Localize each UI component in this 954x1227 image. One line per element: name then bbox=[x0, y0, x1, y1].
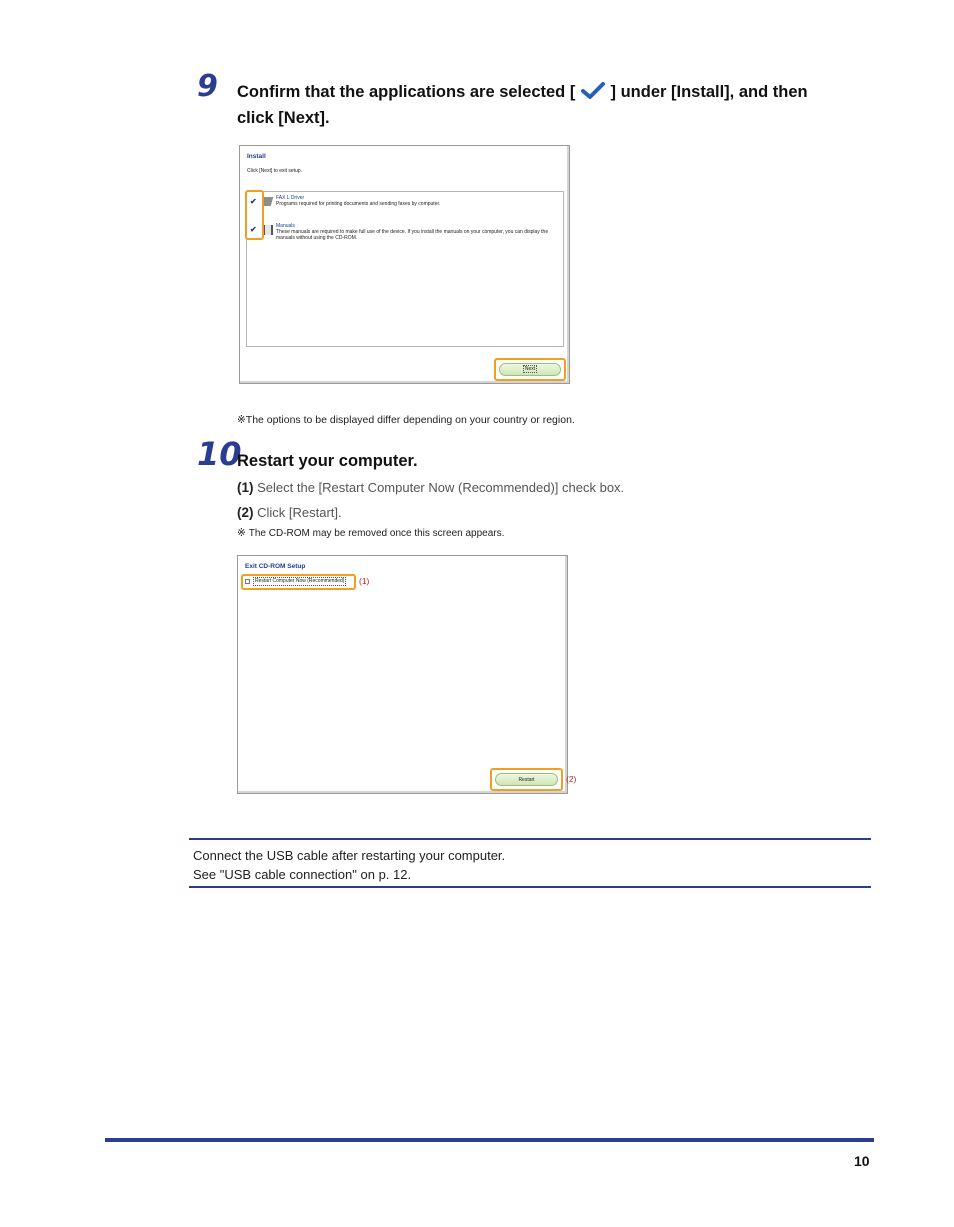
fax-driver-name: FAX L Driver bbox=[276, 195, 305, 201]
restart-button-label: Restart bbox=[518, 777, 535, 783]
manuals-checkmark-icon[interactable]: ✔ bbox=[250, 225, 257, 234]
step-9-title-line2: click [Next]. bbox=[237, 109, 330, 127]
manuals-book-icon bbox=[263, 225, 273, 235]
page-number: 10 bbox=[854, 1153, 870, 1169]
exit-setup-heading: Exit CD-ROM Setup bbox=[245, 563, 306, 570]
step-10-sub-1 bbox=[237, 480, 624, 495]
step-10-number: 10 bbox=[197, 435, 242, 473]
checkmarks-highlight bbox=[245, 190, 264, 240]
restart-checkbox-label[interactable]: Restart Computer Now (Recommended) bbox=[255, 578, 345, 584]
fax-driver-checkmark-icon[interactable]: ✔ bbox=[250, 197, 257, 206]
footer-rule bbox=[105, 1138, 874, 1142]
note-mark: ※ bbox=[237, 527, 246, 539]
sub-2-number: (2) bbox=[237, 505, 254, 520]
fax-driver-description: Programs required for printing documents and sending faxes by computer. bbox=[276, 201, 441, 207]
manuals-description-line2: manuals without using the CD-ROM. bbox=[276, 235, 358, 241]
restart-checkbox[interactable] bbox=[245, 579, 250, 584]
step-9-title bbox=[237, 79, 877, 131]
restart-button[interactable] bbox=[495, 773, 558, 786]
next-button[interactable] bbox=[499, 363, 561, 376]
install-heading: Install bbox=[247, 153, 266, 160]
step-10-note bbox=[237, 527, 504, 539]
install-instruction: Click [Next] to exit setup. bbox=[247, 168, 303, 174]
step-9-title-part2: ] under [Install], and then bbox=[610, 83, 808, 101]
step-10-title: Restart your computer. bbox=[237, 452, 418, 470]
step-10-sub-2 bbox=[237, 505, 342, 520]
step-9-note: ※The options to be displayed differ depending on your country or region. bbox=[237, 414, 575, 426]
step-9-title-part1: Confirm that the applications are selected [ bbox=[237, 83, 576, 101]
manuals-description-line1: These manuals are required to make full use of the device. If you install the manuals on your computer, you can display the bbox=[276, 229, 549, 235]
callout-1: (1) bbox=[359, 576, 370, 586]
note-text: The CD-ROM may be removed once this screen appears. bbox=[248, 528, 505, 539]
next-button-label: Next bbox=[524, 366, 536, 372]
callout-2: (2) bbox=[566, 774, 577, 784]
sub-1-number: (1) bbox=[237, 480, 254, 495]
info-box bbox=[189, 838, 871, 888]
sub-1-text: Select the [Restart Computer Now (Recommended)] check box. bbox=[257, 480, 625, 495]
step-9-number: 9 bbox=[197, 69, 218, 104]
install-screenshot bbox=[239, 145, 570, 384]
sub-2-text: Click [Restart]. bbox=[257, 505, 342, 520]
exit-setup-screenshot bbox=[237, 555, 568, 794]
install-options-list bbox=[246, 191, 564, 347]
info-line-2: See "USB cable connection" on p. 12. bbox=[193, 867, 412, 882]
info-line-1: Connect the USB cable after restarting your computer. bbox=[193, 848, 506, 863]
manuals-name: Manuals bbox=[276, 223, 295, 229]
checkmark-icon bbox=[580, 82, 606, 100]
